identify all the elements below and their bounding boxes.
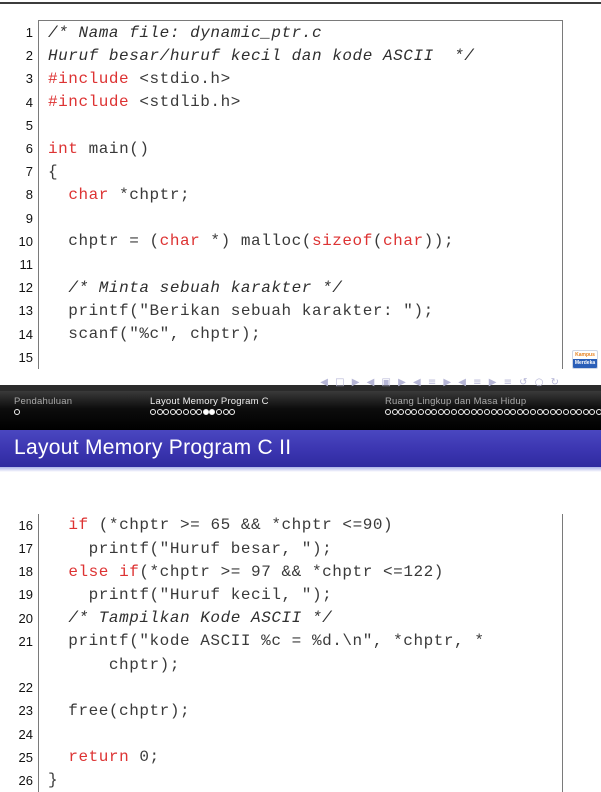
frame-dot[interactable]	[196, 409, 202, 415]
slide-2	[0, 385, 601, 792]
frame-dot[interactable]	[517, 409, 523, 415]
code-text: scanf("%c", chptr);	[48, 325, 262, 344]
code-line	[18, 746, 562, 769]
line-number: 8	[25, 187, 33, 203]
frame-dot[interactable]	[163, 409, 169, 415]
frame-dot[interactable]	[170, 409, 176, 415]
line-number: 9	[25, 210, 33, 226]
code-line	[18, 537, 562, 560]
code-line	[25, 91, 562, 114]
code-text: chptr = (char *) malloc(sizeof(char));	[48, 232, 455, 251]
code-line	[18, 276, 562, 299]
line-number: 26	[18, 772, 33, 788]
frame-dot[interactable]	[471, 409, 477, 415]
line-number: 4	[25, 94, 33, 110]
code-text: /* Nama file: dynamic_ptr.c	[48, 23, 323, 42]
code-text: /* Minta sebuah karakter */	[68, 278, 343, 297]
code-listing-lines-1-15	[18, 20, 563, 369]
frame-dot[interactable]	[438, 409, 444, 415]
frame-dot[interactable]	[190, 409, 196, 415]
line-number: 20	[18, 610, 33, 626]
code-text: }	[48, 771, 59, 790]
frame-dot[interactable]	[411, 409, 417, 415]
frame-dot[interactable]	[150, 409, 156, 415]
frame-dot[interactable]	[563, 409, 569, 415]
code-line	[18, 676, 562, 699]
frame-dot[interactable]	[431, 409, 437, 415]
code-line	[25, 67, 562, 90]
code-line	[18, 299, 562, 322]
frame-dot[interactable]	[458, 409, 464, 415]
frame-dot-row	[385, 409, 601, 415]
frame-title: Layout Memory Program C II	[14, 436, 292, 460]
logo-text-top: Kampus	[575, 352, 595, 358]
code-text: else if(*chptr >= 97 && *chptr <=122)	[68, 562, 444, 581]
code-text: printf("kode ASCII %c = %d.\n", *chptr, *	[48, 632, 485, 651]
line-number: 21	[18, 633, 33, 649]
frame-dot[interactable]	[576, 409, 582, 415]
section-nav-pendahuluan[interactable]	[14, 396, 72, 415]
frame-dot-row	[150, 409, 269, 415]
code-line	[18, 699, 562, 722]
code-text: if (*chptr >= 65 && *chptr <=90)	[68, 516, 394, 535]
code-text: printf("Berikan sebuah karakter: ");	[48, 301, 434, 320]
code-line	[18, 630, 562, 653]
line-number: 16	[18, 517, 33, 533]
line-number: 11	[19, 256, 33, 272]
line-number: 5	[25, 117, 33, 133]
code-line	[25, 160, 562, 183]
frame-dot[interactable]	[464, 409, 470, 415]
code-line	[18, 723, 562, 746]
frame-dot[interactable]	[583, 409, 589, 415]
frame-dot[interactable]	[497, 409, 503, 415]
code-line	[25, 44, 562, 67]
frame-dot[interactable]	[589, 409, 595, 415]
frame-dot[interactable]	[216, 409, 222, 415]
code-line	[18, 560, 562, 583]
frame-dot[interactable]	[229, 409, 235, 415]
beamer-section-header	[0, 391, 601, 430]
code-text: return 0;	[68, 748, 160, 767]
frame-dot[interactable]	[596, 409, 601, 415]
line-number: 15	[18, 349, 33, 365]
code-text: int main()	[48, 139, 150, 158]
code-text: #include <stdlib.h>	[48, 93, 241, 112]
frame-dot[interactable]	[425, 409, 431, 415]
code-line	[18, 607, 562, 630]
slide-1-code-area	[0, 20, 601, 388]
frame-dot[interactable]	[223, 409, 229, 415]
frame-dot[interactable]	[537, 409, 543, 415]
frame-dot[interactable]	[523, 409, 529, 415]
line-number: 18	[18, 564, 33, 580]
frame-dot-row	[14, 409, 72, 415]
line-number: 23	[18, 703, 33, 719]
frame-dot[interactable]	[444, 409, 450, 415]
line-number: 14	[18, 326, 33, 342]
title-bar-glow	[0, 467, 601, 472]
code-text: /* Tampilkan Kode ASCII */	[68, 609, 333, 628]
beamer-navigation-icons[interactable]: ◀ □ ▶ ◀ ▣ ▶ ◀ ≡ ▶ ◀ ≡ ▶ ≡ ↺ ○ ↻	[320, 376, 561, 388]
frame-dot[interactable]	[491, 409, 497, 415]
code-text: printf("Huruf kecil, ");	[48, 585, 333, 604]
frame-dot[interactable]	[398, 409, 404, 415]
current-frame-dot[interactable]	[203, 409, 209, 415]
code-line	[18, 346, 562, 369]
line-number: 10	[18, 233, 33, 249]
frame-dot[interactable]	[405, 409, 411, 415]
frame-dot[interactable]	[418, 409, 424, 415]
line-number: 25	[18, 749, 33, 765]
section-label[interactable]: Ruang Lingkup dan Masa Hidup	[385, 395, 527, 407]
line-number: 19	[18, 587, 33, 603]
code-text: Huruf besar/huruf kecil dan kode ASCII */	[48, 46, 475, 65]
code-line	[25, 183, 562, 206]
beamer-nav-row	[0, 372, 601, 388]
frame-dot[interactable]	[451, 409, 457, 415]
frame-dot[interactable]	[530, 409, 536, 415]
frame-dot[interactable]	[477, 409, 483, 415]
line-number: 24	[18, 726, 33, 742]
code-line	[18, 769, 562, 792]
line-number: 3	[25, 71, 33, 87]
line-number: 17	[18, 541, 33, 557]
code-line	[18, 583, 562, 606]
window-top-edge	[0, 2, 601, 4]
code-text: free(chptr);	[48, 701, 191, 720]
frame-dot[interactable]	[504, 409, 510, 415]
line-number: 2	[25, 48, 33, 64]
frame-dot[interactable]	[157, 409, 163, 415]
code-text: printf("Huruf besar, ");	[48, 539, 333, 558]
frame-dot[interactable]	[510, 409, 516, 415]
code-text: char *chptr;	[68, 185, 191, 204]
frame-dot[interactable]	[385, 409, 391, 415]
code-text: chptr);	[48, 655, 180, 674]
current-frame-dot[interactable]	[209, 409, 215, 415]
frame-dot[interactable]	[14, 409, 20, 415]
section-label[interactable]: Pendahuluan	[14, 395, 73, 407]
code-line	[25, 207, 562, 230]
frame-dot[interactable]	[550, 409, 556, 415]
line-number: 1	[25, 25, 33, 41]
code-line	[25, 137, 562, 160]
line-number: 13	[18, 303, 33, 319]
frame-dot[interactable]	[570, 409, 576, 415]
code-text: {	[48, 162, 59, 181]
frame-dot[interactable]	[183, 409, 189, 415]
code-listing-lines-16-26	[18, 514, 563, 792]
code-line	[25, 114, 562, 137]
line-number: 6	[25, 141, 33, 157]
frame-dot[interactable]	[484, 409, 490, 415]
kampus-merdeka-logo	[572, 350, 598, 369]
logo-text-bottom: Merdeka	[574, 360, 596, 366]
code-line	[25, 21, 562, 44]
frame-title-bar	[0, 430, 601, 467]
frame-dot[interactable]	[176, 409, 182, 415]
line-number: 7	[25, 164, 33, 180]
code-text: #include <stdio.h>	[48, 69, 231, 88]
section-nav-layout-memory-program-c[interactable]	[150, 396, 269, 415]
section-label[interactable]: Layout Memory Program C	[150, 395, 269, 407]
code-line	[18, 514, 562, 537]
code-line	[19, 253, 562, 276]
code-line	[39, 653, 562, 676]
code-line	[18, 322, 562, 345]
code-line	[18, 230, 562, 253]
line-number: 22	[18, 680, 33, 696]
frame-dot[interactable]	[392, 409, 398, 415]
section-nav-ruang-lingkup-dan-masa-hidup[interactable]	[385, 396, 601, 415]
line-number: 12	[18, 280, 33, 296]
frame-dot[interactable]	[543, 409, 549, 415]
frame-dot[interactable]	[556, 409, 562, 415]
